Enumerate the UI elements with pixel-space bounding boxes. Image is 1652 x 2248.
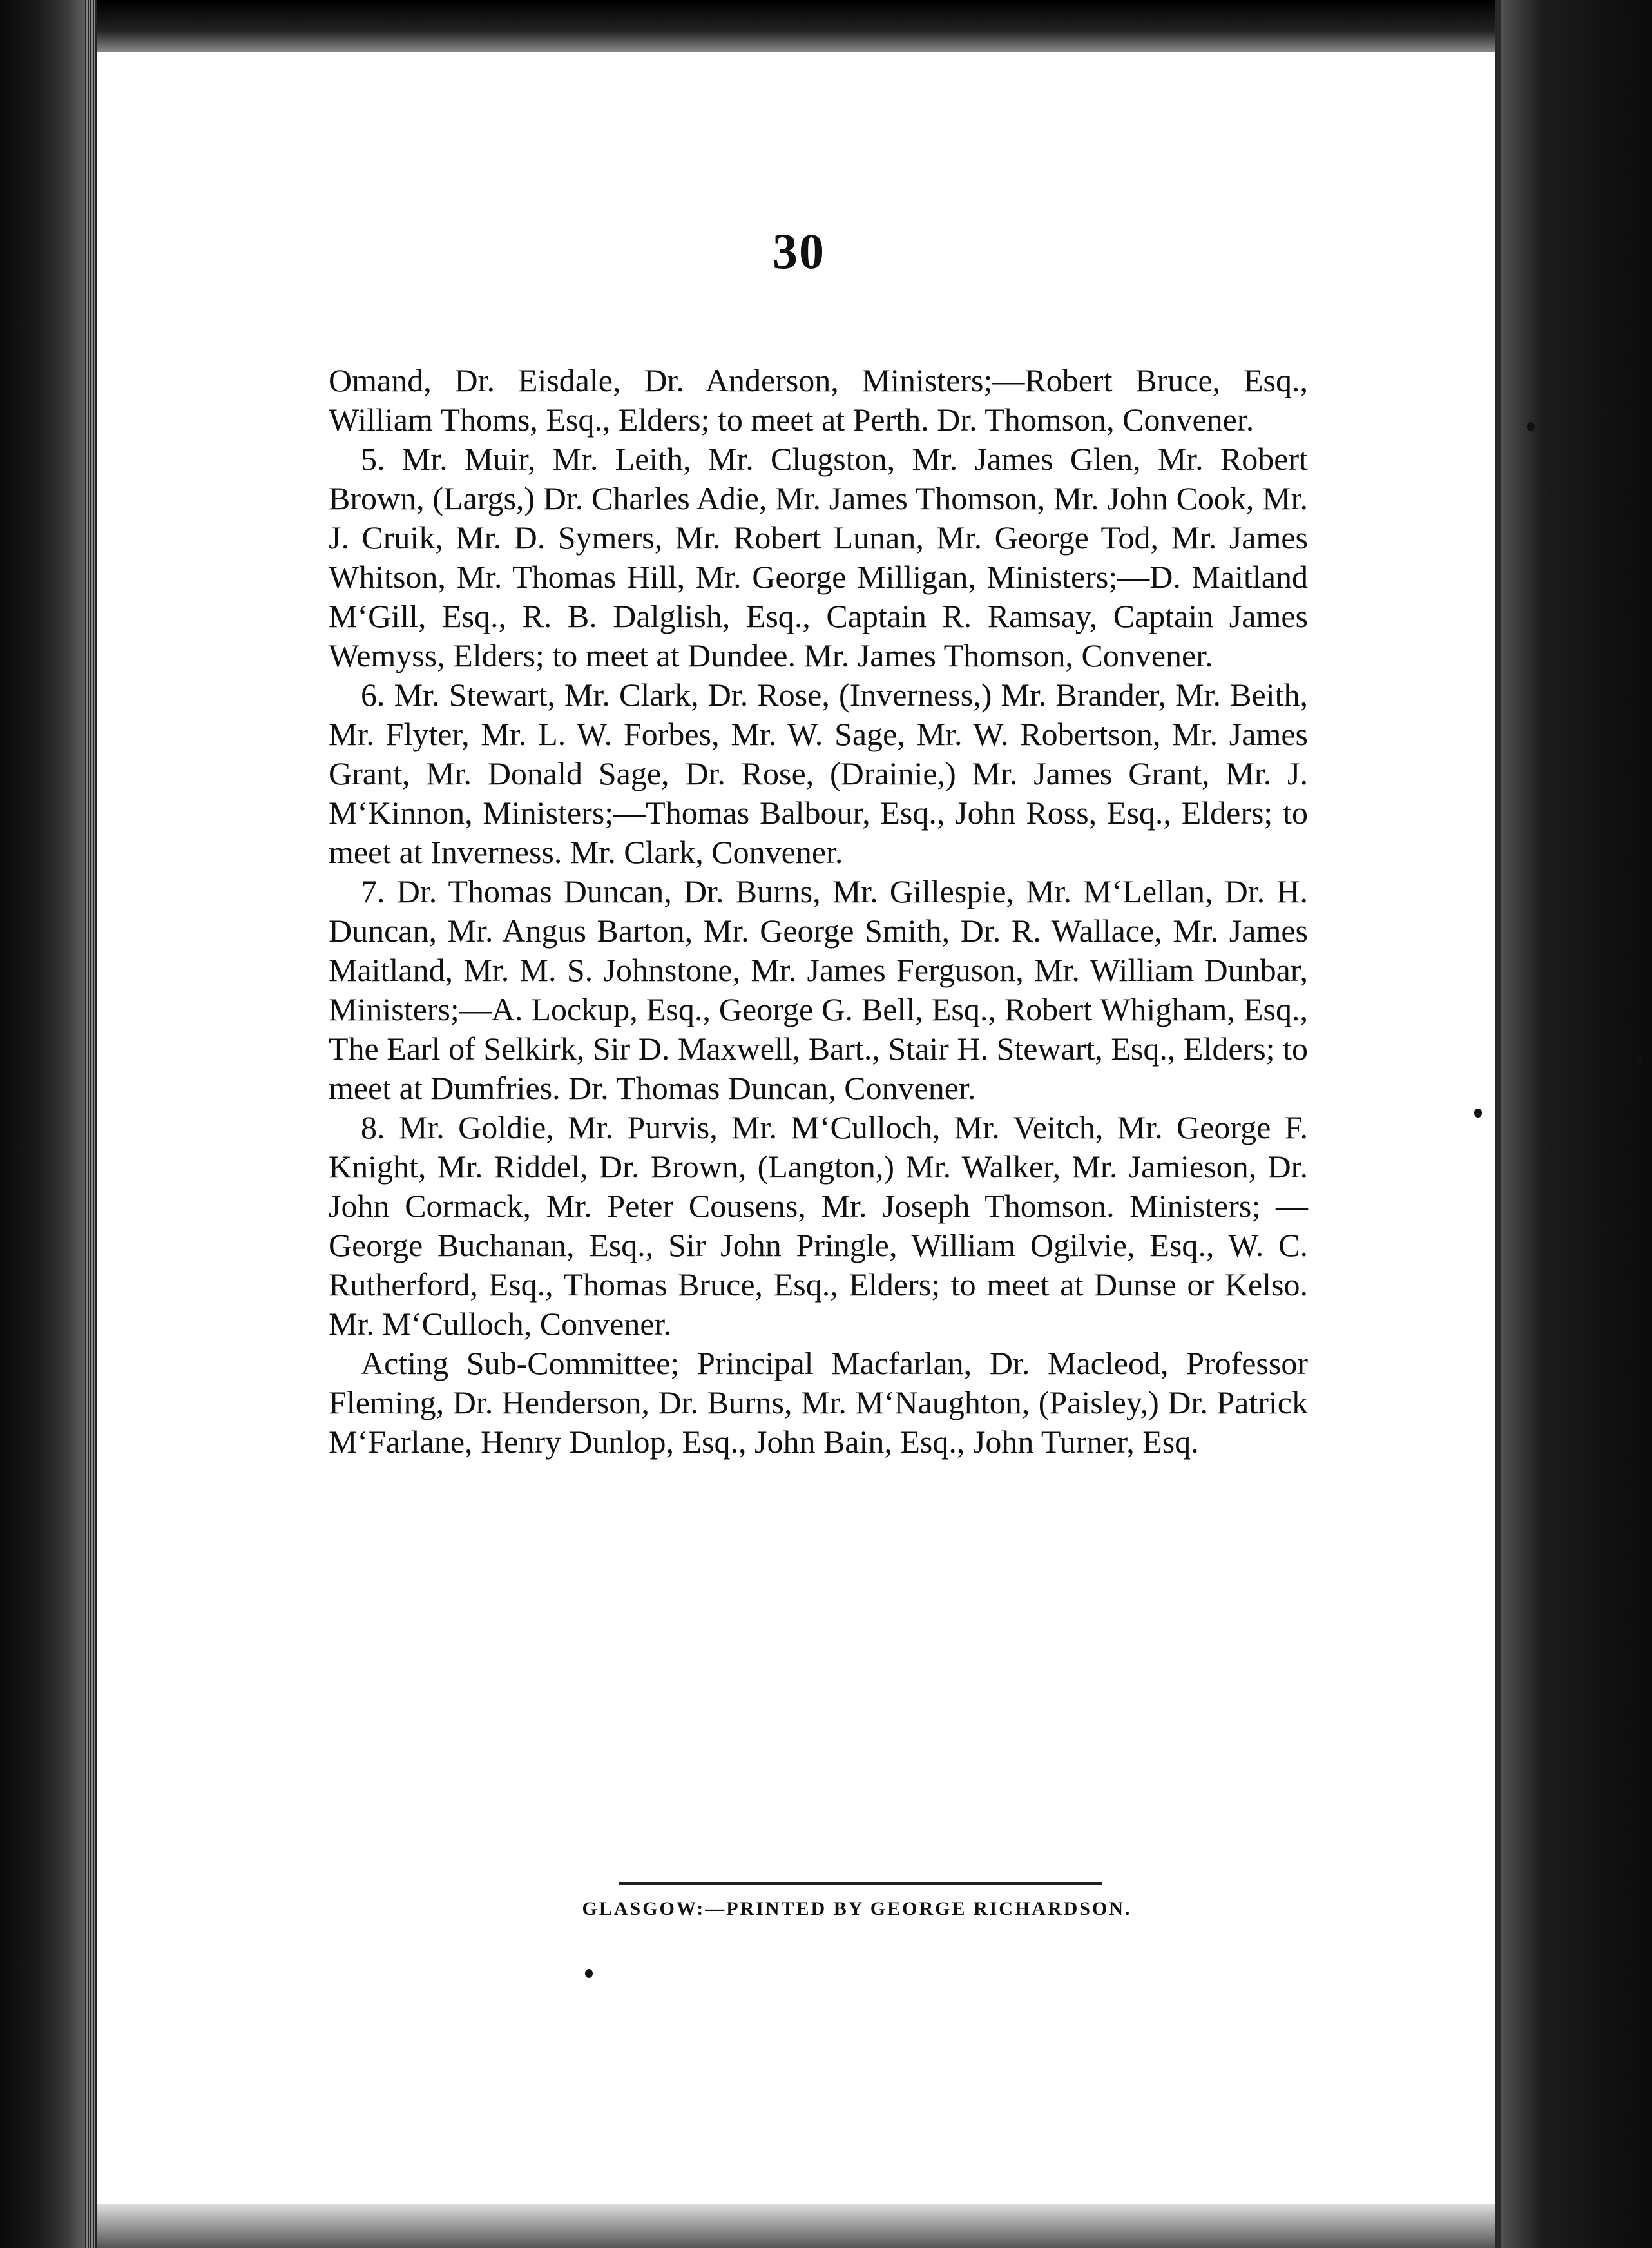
ink-speck [1474, 1109, 1482, 1118]
scan-right-border [1495, 0, 1652, 2248]
imprint-rule [619, 1882, 1102, 1885]
book-spine-edge [0, 0, 97, 2248]
scan-bottom-border [97, 2204, 1495, 2248]
paragraph-committee-5: 5. Mr. Muir, Mr. Leith, Mr. Clugston, Mr. James Glen, Mr. Robert Brown, (Largs,) Dr. Charles Adie, Mr. James Thomson, Mr. John Cook, Mr. J. Cruik, Mr. D. Symers, Mr. Robert Lunan, Mr. George Tod, Mr. James Whitson, Mr. Thomas Hill, Mr. George Milligan, Ministers;—D. Maitland M‘Gill, Esq., R. B. Dalglish, Esq., Captain R. Ramsay, Captain James Wemyss, Elders; to meet at Dundee. Mr. James Thomson, Convener. [329, 441, 1308, 673]
ink-speck [585, 1969, 593, 1978]
paragraph-committee-7: 7. Dr. Thomas Duncan, Dr. Burns, Mr. Gillespie, Mr. M‘Lellan, Dr. H. Duncan, Mr. Angus Barton, Mr. George Smith, Dr. R. Wallace, Mr. James Maitland, Mr. M. S. Johnstone, Mr. James Ferguson, Mr. William Dunbar, Ministers;—A. Lockup, Esq., George G. Bell, Esq., Robert Whigham, Esq., The Earl of Selkirk, Sir D. Maxwell, Bart., Stair H. Stewart, Esq., Elders; to meet at Dumfries. Dr. Thomas Duncan, Convener. [329, 873, 1308, 1106]
page-number: 30 [773, 223, 825, 279]
paragraph-committee-8: 8. Mr. Goldie, Mr. Purvis, Mr. M‘Culloch, Mr. Veitch, Mr. George F. Knight, Mr. Riddel, Dr. Brown, (Langton,) Mr. Walker, Mr. Jamieson, Dr. John Cormack, Mr. Peter Cousens, Mr. Joseph Thomson. Ministers; —George Buchanan, Esq., Sir John Pringle, William Ogilvie, Esq., W. C. Rutherford, Esq., Thomas Bruce, Esq., Elders; to meet at Dunse or Kelso. Mr. M‘Culloch, Convener. [329, 1109, 1308, 1342]
printer-imprint: GLASGOW:—PRINTED BY GEORGE RICHARDSON. [582, 1898, 1132, 1919]
ink-speck [1635, 1057, 1643, 1066]
paragraph-acting-sub-committee: Acting Sub-Committee; Principal Macfarlan, Dr. Macleod, Professor Fleming, Dr. Henderson, Dr. Burns, Mr. M‘Naughton, (Paisley,) Dr. Patrick M‘Farlane, Henry Dunlop, Esq., John Bain, Esq., John Turner, Esq. [329, 1345, 1308, 1460]
scan-top-border [97, 0, 1572, 52]
paragraph-continuation: Omand, Dr. Eisdale, Dr. Anderson, Ministers;—Robert Bruce, Esq., William Thoms, Esq., Elders; to meet at Perth. Dr. Thomson, Convener. [329, 362, 1308, 438]
paragraph-committee-6: 6. Mr. Stewart, Mr. Clark, Dr. Rose, (Inverness,) Mr. Brander, Mr. Beith, Mr. Flyter, Mr. L. W. Forbes, Mr. W. Sage, Mr. W. Robertson, Mr. James Grant, Mr. Donald Sage, Dr. Rose, (Drainie,) Mr. James Grant, Mr. J. M‘Kinnon, Ministers;—Thomas Balbour, Esq., John Ross, Esq., Elders; to meet at Inverness. Mr. Clark, Convener. [329, 677, 1308, 870]
committee-list [329, 361, 1308, 1462]
ink-speck [1527, 422, 1535, 431]
